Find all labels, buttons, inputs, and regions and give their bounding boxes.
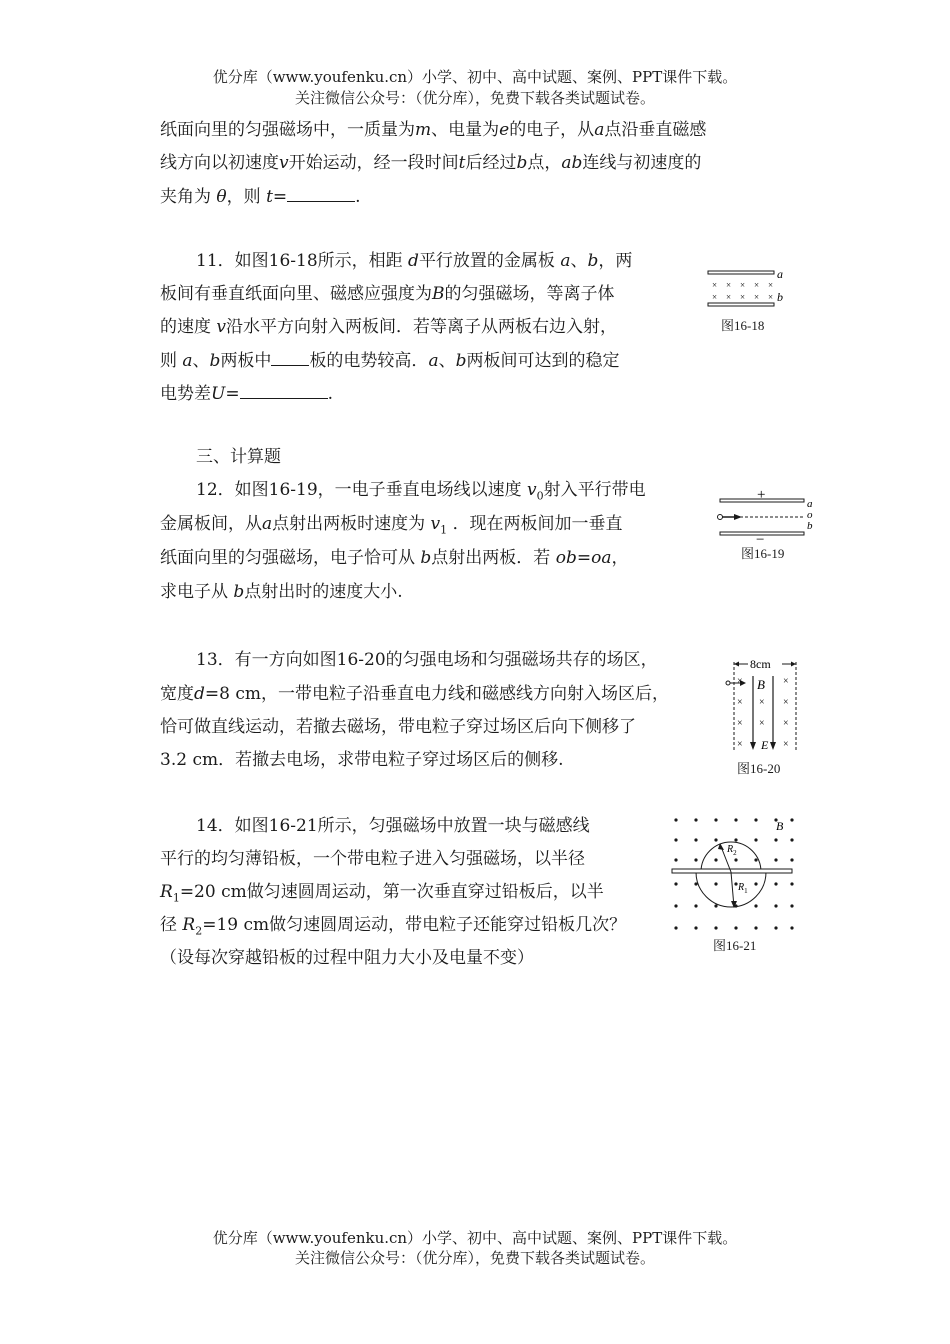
width-label: 8cm — [750, 657, 771, 671]
E-label: E — [761, 738, 769, 752]
field-dot — [790, 818, 793, 821]
positive-plate-sign: + — [757, 487, 766, 503]
q12-line-3: 纸面向里的匀强磁场，电子恰可从 b点射出两板．若 ob=oa， — [160, 548, 629, 568]
field-dot — [734, 818, 737, 821]
field-cross: × — [712, 280, 718, 290]
magnetic-field-dots — [674, 818, 793, 929]
q12-line-1: 12．如图16-19，一电子垂直电场线以速度 $v_0$射入平行带电 — [196, 480, 646, 503]
figure-16-21-caption: 图16-21 — [713, 938, 757, 953]
q11-line-2: 板间有垂直纸面向里、磁感应强度为B的匀强磁场，等离子体 — [160, 284, 615, 304]
q11-line-5: 电势差U= . — [160, 384, 333, 404]
q14-line-5: （设每次穿越铅板的过程中阻力大小及电量不变） — [160, 948, 534, 968]
field-cross: × — [737, 718, 743, 729]
field-cross: × — [754, 292, 760, 302]
field-cross: × — [759, 697, 765, 708]
field-cross: × — [726, 292, 732, 302]
B-label: B — [757, 677, 765, 692]
field-cross: × — [740, 292, 746, 302]
field-cross: × — [712, 292, 718, 302]
q10-line-2: 线方向以初速度v开始运动，经一段时间t后经过b点，ab连线与初速度的 — [160, 153, 702, 173]
arrow-left-icon — [734, 662, 739, 667]
answer-blank-q11-voltage — [240, 383, 328, 399]
field-dot — [774, 838, 777, 841]
figure-16-19-caption: 图16-19 — [741, 546, 785, 561]
q11-line-1: 11．如图16-18所示，相距 d平行放置的金属板 a、b，两 — [196, 251, 633, 271]
field-dot — [674, 904, 677, 907]
point-o-label: o — [807, 509, 813, 521]
field-cross: × — [737, 697, 743, 708]
q11-line-4: 则 a、b两板中 板的电势较高．a、b两板间可达到的稳定 — [160, 351, 620, 371]
field-dot — [714, 882, 717, 885]
field-dot — [790, 904, 793, 907]
plate-a — [708, 271, 774, 274]
field-dot — [754, 904, 757, 907]
field-dot — [774, 858, 777, 861]
answer-blank-q11-plate — [271, 350, 309, 366]
q13-line-2: 宽度d=8 cm，一带电粒子沿垂直电力线和磁感线方向射入场区后， — [160, 684, 669, 704]
plate-a-label: a — [777, 267, 783, 281]
field-dot — [734, 926, 737, 929]
field-dot — [694, 858, 697, 861]
page-header-line-1: 优分库（www.youfenku.cn）小学、初中、高中试题、案例、PPT课件下载。 — [212, 68, 738, 86]
q14-line-4: 径 $R_2=19$ cm做匀速圆周运动，带电粒子还能穿过铅板几次？ — [160, 915, 627, 938]
field-dot — [674, 858, 677, 861]
field-cross: × — [754, 280, 760, 290]
label-R2: $R_2$ — [727, 844, 737, 857]
field-dot — [774, 904, 777, 907]
q11-line-3: 的速度 v沿水平方向射入两板间．若等离子从两板右边入射， — [160, 317, 618, 337]
lead-plate — [672, 869, 792, 873]
field-dot — [754, 926, 757, 929]
field-cross: × — [768, 292, 774, 302]
field-cross: × — [783, 676, 789, 687]
field-dot — [790, 882, 793, 885]
field-dot — [674, 882, 677, 885]
page-header-line-2: 关注微信公众号：（优分库），免费下载各类试题试卷。 — [294, 89, 655, 107]
field-dot — [674, 926, 677, 929]
field-dot — [674, 838, 677, 841]
field-cross: × — [783, 697, 789, 708]
field-arrow-icon — [770, 742, 776, 750]
figure-16-20 — [726, 656, 806, 752]
q13-line-3: 恰可做直线运动，若撤去磁场，带电粒子穿过场区后向下侧移了 — [160, 717, 636, 737]
q10-line-3: 夹角为 θ，则 t= . — [160, 187, 361, 207]
particle — [726, 681, 730, 685]
field-cross: × — [768, 280, 774, 290]
arrow-right-icon — [791, 662, 796, 667]
field-dot — [694, 818, 697, 821]
field-cross: × — [759, 718, 765, 729]
answer-blank-q10 — [287, 186, 355, 202]
page-footer-line-1: 优分库（www.youfenku.cn）小学、初中、高中试题、案例、PPT课件下载。 — [212, 1229, 738, 1247]
field-dot — [790, 838, 793, 841]
label-R1: $R_1$ — [738, 882, 748, 895]
field-cross: × — [783, 718, 789, 729]
figure-16-18-caption: 图16-18 — [721, 318, 765, 333]
negative-plate-sign: − — [756, 532, 765, 548]
figure-16-18 — [704, 266, 794, 311]
point-b-label: b — [807, 520, 813, 532]
q10-line-1: 纸面向里的匀强磁场中，一质量为m、电量为e的电子，从a点沿垂直磁感 — [160, 120, 707, 140]
field-dot — [754, 858, 757, 861]
field-dot — [714, 858, 717, 861]
field-dot — [694, 904, 697, 907]
q12-line-2: 金属板间，从a点射出两板时速度为 $v_1$ ．现在两板间加一垂直 — [160, 514, 623, 537]
plate-b — [708, 303, 774, 306]
field-cross: × — [737, 739, 743, 750]
label-B: B — [776, 819, 784, 833]
point-a-label: a — [807, 498, 813, 510]
field-dot — [714, 926, 717, 929]
figure-16-20-caption: 图16-20 — [737, 761, 781, 776]
field-dot — [774, 926, 777, 929]
field-dot — [754, 838, 757, 841]
field-dot — [790, 926, 793, 929]
field-cross: × — [740, 280, 746, 290]
plate-b-label: b — [777, 290, 783, 304]
q13-line-4: 3.2 cm．若撤去电场，求带电粒子穿过场区后的侧移. — [160, 750, 564, 770]
field-arrow-icon — [750, 742, 756, 750]
q14-line-1: 14．如图16-21所示，匀强磁场中放置一块与磁感线 — [196, 816, 590, 836]
figure-16-21 — [668, 812, 800, 936]
field-dot — [774, 882, 777, 885]
field-dot — [734, 838, 737, 841]
field-dot — [674, 818, 677, 821]
field-dot — [714, 838, 717, 841]
field-dot — [694, 838, 697, 841]
field-cross: × — [783, 739, 789, 750]
q12-line-4: 求电子从 b点射出时的速度大小. — [160, 582, 403, 602]
field-dot — [694, 926, 697, 929]
q13-line-1: 13．有一方向如图16-20的匀强电场和匀强磁场共存的场区， — [196, 650, 658, 670]
magnetic-field-crosses — [712, 280, 773, 302]
section-heading-calculation: 三、计算题 — [196, 447, 281, 467]
field-dot — [734, 858, 737, 861]
field-dot — [714, 904, 717, 907]
field-dot — [754, 818, 757, 821]
field-dot — [790, 858, 793, 861]
field-cross: × — [726, 280, 732, 290]
field-cross: × — [737, 676, 743, 687]
field-dot — [754, 882, 757, 885]
figure-16-19 — [712, 484, 816, 548]
q14-line-3: $R_1=20$ cm做匀速圆周运动，第一次垂直穿过铅板后，以半 — [160, 882, 604, 905]
electron-source — [718, 515, 723, 520]
page-footer-line-2: 关注微信公众号：（优分库），免费下载各类试题试卷。 — [294, 1249, 655, 1267]
q14-line-2: 平行的均匀薄铅板，一个带电粒子进入匀强磁场，以半径 — [160, 849, 585, 869]
field-dot — [714, 818, 717, 821]
